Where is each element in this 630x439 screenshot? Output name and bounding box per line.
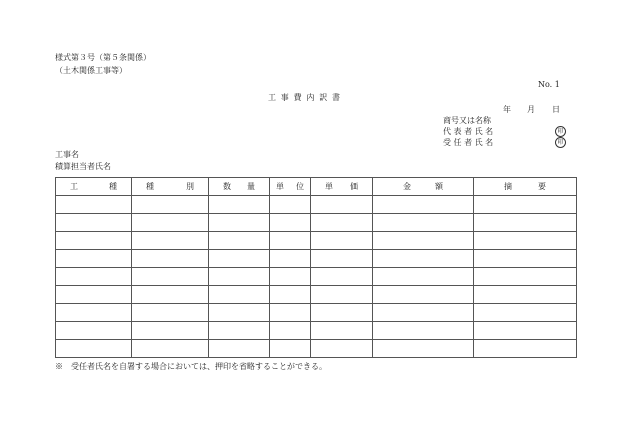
table-cell bbox=[209, 232, 270, 250]
table-cell bbox=[56, 214, 132, 232]
table-cell bbox=[373, 214, 474, 232]
table-cell bbox=[209, 304, 270, 322]
representative-label: 代 表 者 氏 名 bbox=[443, 127, 494, 136]
column-header-amount: 金 額 bbox=[373, 178, 474, 196]
date-year-label: 年 bbox=[503, 105, 511, 114]
table-cell bbox=[311, 250, 373, 268]
estimator-label: 積算担当者氏名 bbox=[55, 162, 111, 171]
project-name-label: 工事名 bbox=[55, 150, 79, 159]
table-cell bbox=[209, 322, 270, 340]
table-cell bbox=[311, 340, 373, 358]
table-row bbox=[56, 286, 577, 304]
table-cell bbox=[311, 286, 373, 304]
category-label: （土木関係工事等） bbox=[55, 66, 127, 75]
table-cell bbox=[270, 250, 311, 268]
table-cell bbox=[132, 232, 209, 250]
table-cell bbox=[373, 304, 474, 322]
recipient-seal-mark: 印 bbox=[555, 137, 566, 148]
table-cell bbox=[474, 286, 577, 304]
table-cell bbox=[373, 250, 474, 268]
table-cell bbox=[311, 304, 373, 322]
table-cell bbox=[209, 340, 270, 358]
document-title: 工事費内訳書 bbox=[268, 93, 345, 102]
column-header-quantity: 数 量 bbox=[209, 178, 270, 196]
table-cell bbox=[311, 214, 373, 232]
table-cell bbox=[373, 196, 474, 214]
recipient-label: 受 任 者 氏 名 bbox=[443, 138, 494, 147]
table-cell bbox=[56, 196, 132, 214]
table-cell bbox=[311, 196, 373, 214]
table-cell bbox=[132, 322, 209, 340]
document-number: No. 1 bbox=[538, 80, 560, 89]
column-header-category: 種 別 bbox=[132, 178, 209, 196]
table-cell bbox=[56, 232, 132, 250]
cost-breakdown-table bbox=[55, 177, 577, 358]
table-cell bbox=[132, 268, 209, 286]
representative-seal-mark: 印 bbox=[555, 126, 566, 137]
date-day-label: 日 bbox=[552, 105, 560, 114]
table-cell bbox=[474, 214, 577, 232]
table-cell bbox=[474, 340, 577, 358]
table-cell bbox=[209, 214, 270, 232]
table-row bbox=[56, 214, 577, 232]
table-header-row bbox=[56, 178, 577, 196]
table-cell bbox=[56, 304, 132, 322]
table-row bbox=[56, 322, 577, 340]
table-cell bbox=[474, 232, 577, 250]
column-header-work-type: 工 種 bbox=[56, 178, 132, 196]
footnote: ※ 受任者氏名を自署する場合においては、押印を省略することができる。 bbox=[55, 362, 327, 371]
column-header-remarks: 摘 要 bbox=[474, 178, 577, 196]
table-cell bbox=[270, 232, 311, 250]
table-cell bbox=[132, 214, 209, 232]
table-cell bbox=[132, 286, 209, 304]
table-row bbox=[56, 304, 577, 322]
table-row bbox=[56, 232, 577, 250]
table-cell bbox=[311, 232, 373, 250]
table-row bbox=[56, 340, 577, 358]
table-cell bbox=[270, 196, 311, 214]
table-cell bbox=[474, 196, 577, 214]
column-header-unit: 単 位 bbox=[270, 178, 311, 196]
table-cell bbox=[474, 250, 577, 268]
table-cell bbox=[209, 268, 270, 286]
form-number: 様式第３号（第５条関係） bbox=[55, 53, 151, 62]
date-month-label: 月 bbox=[527, 105, 535, 114]
table-cell bbox=[56, 268, 132, 286]
table-cell bbox=[474, 322, 577, 340]
table-cell bbox=[270, 268, 311, 286]
table-cell bbox=[132, 250, 209, 268]
table-cell bbox=[311, 268, 373, 286]
table-cell bbox=[270, 304, 311, 322]
table-cell bbox=[209, 250, 270, 268]
table-cell bbox=[474, 304, 577, 322]
table-cell bbox=[132, 196, 209, 214]
table-cell bbox=[373, 286, 474, 304]
table-cell bbox=[270, 322, 311, 340]
table-cell bbox=[311, 322, 373, 340]
table-cell bbox=[56, 286, 132, 304]
table-cell bbox=[474, 268, 577, 286]
table-cell bbox=[270, 340, 311, 358]
table-cell bbox=[373, 268, 474, 286]
table-cell bbox=[373, 322, 474, 340]
table-row bbox=[56, 196, 577, 214]
table-cell bbox=[270, 286, 311, 304]
table-cell bbox=[56, 322, 132, 340]
table-cell bbox=[132, 304, 209, 322]
trade-name-label: 商号又は名称 bbox=[443, 116, 491, 125]
table-cell bbox=[373, 340, 474, 358]
table-cell bbox=[270, 214, 311, 232]
table-cell bbox=[209, 196, 270, 214]
table-cell bbox=[209, 286, 270, 304]
column-header-unit-price: 単 価 bbox=[311, 178, 373, 196]
table-cell bbox=[56, 250, 132, 268]
table-cell bbox=[56, 340, 132, 358]
table-cell bbox=[373, 232, 474, 250]
table-row bbox=[56, 250, 577, 268]
table-cell bbox=[132, 340, 209, 358]
table-row bbox=[56, 268, 577, 286]
